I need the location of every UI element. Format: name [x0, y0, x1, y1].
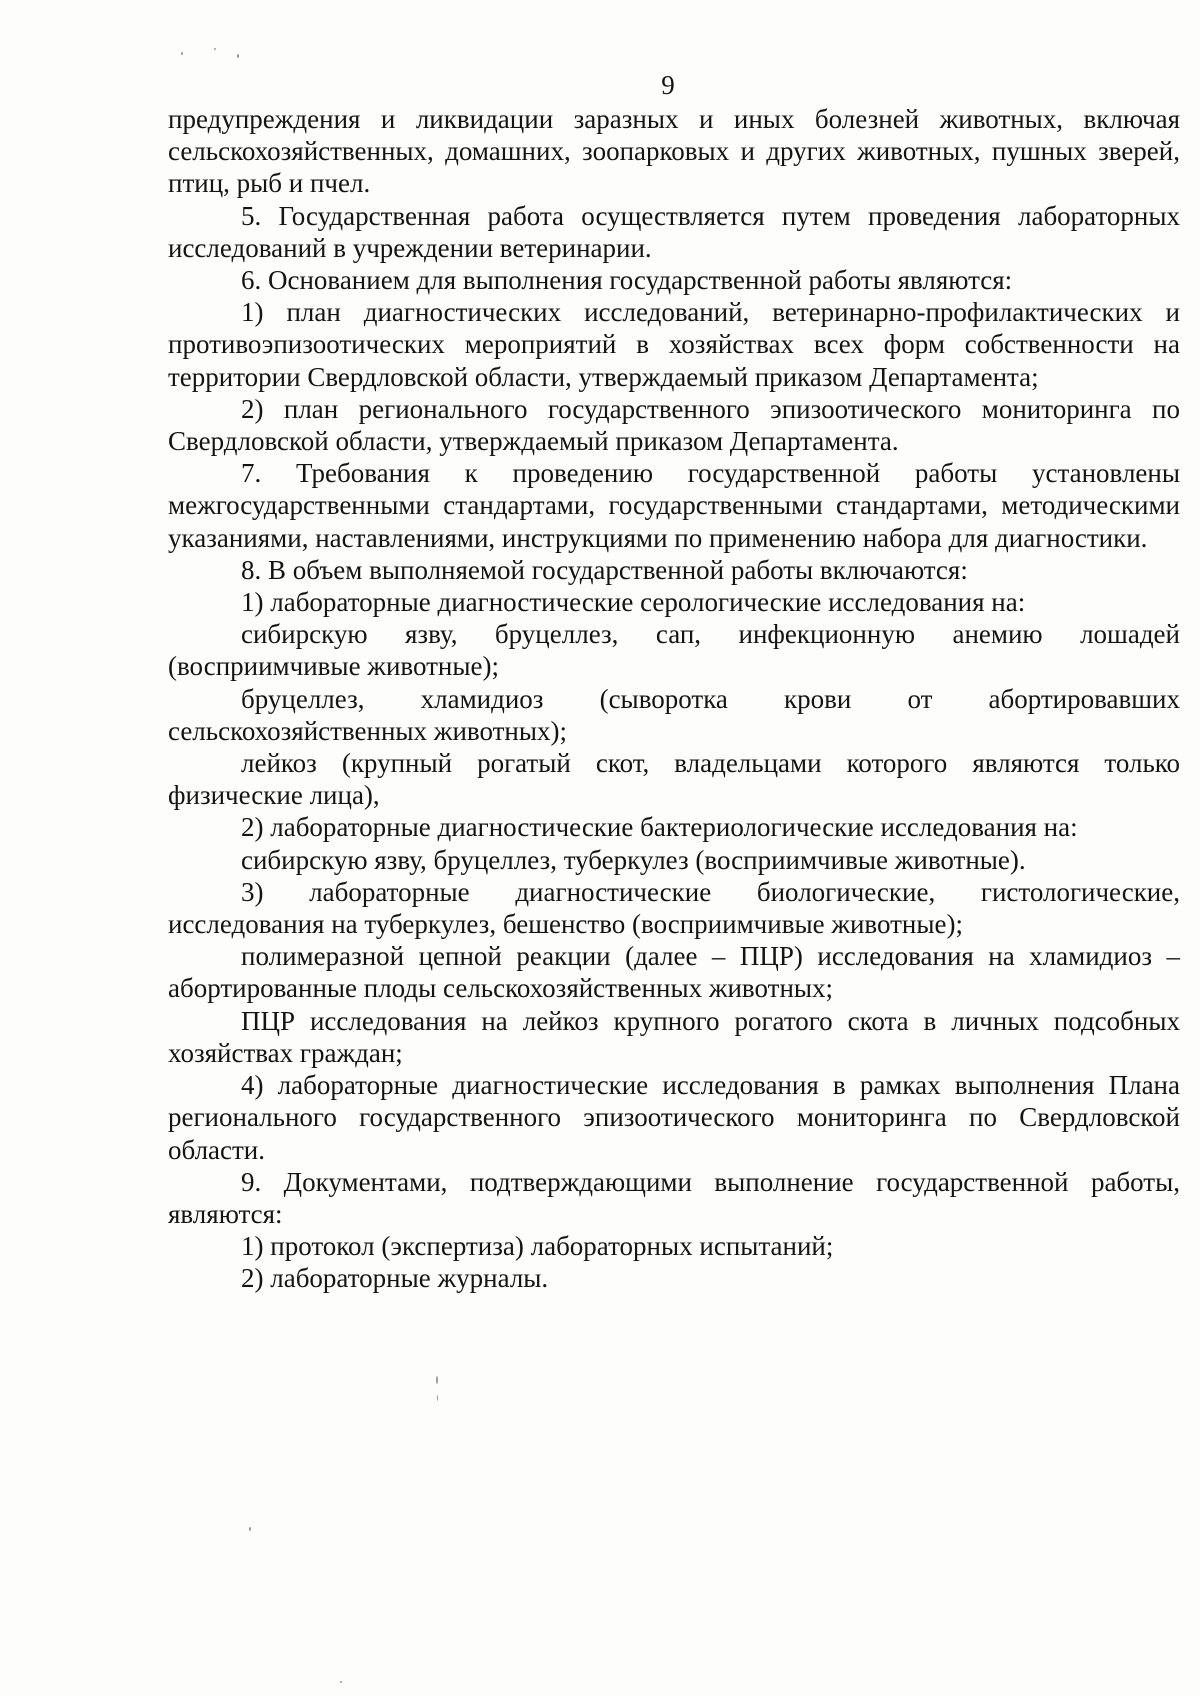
- paragraph-item-6-2: 2) план регионального государственного эпизоотического мониторинга по Свердловской области, утверждаемый приказом Департамента.: [168, 393, 1180, 457]
- scan-speck: [214, 48, 216, 50]
- paragraph-item-8-2: 2) лабораторные диагностические бактериологические исследования на:: [241, 812, 1078, 843]
- paragraph-item-7: 7. Требования к проведению государственной работы установлены межгосударственными стандартами, государственными стандартами, методическими указаниями, наставлениями, инструкциями по применению набора для диагностики.: [168, 458, 1180, 553]
- paragraph-item-6-1: 1) план диагностических исследований, ветеринарно-профилактических и противоэпизоотических мероприятий в хозяйствах всех форм собственности на территории Свердловской области, утверждаемый приказом Департамента;: [168, 297, 1180, 392]
- paragraph-item-9-1: 1) протокол (экспертиза) лабораторных испытаний;: [241, 1231, 834, 1262]
- scan-speck: [181, 52, 183, 55]
- paragraph-intro-continuation: предупреждения и ликвидации заразных и иных болезней животных, включая сельскохозяйственных, домашних, зоопарковых и других животных, пушных зверей, птиц, рыб и пчел.: [168, 104, 1180, 199]
- paragraph-item-8-1-b: бруцеллез, хламидиоз (сыворотка крови от абортировавших сельскохозяйственных животных);: [168, 683, 1180, 746]
- paragraph-item-9: 9. Документами, подтверждающими выполнение государственной работы, являются:: [168, 1166, 1180, 1229]
- paragraph-item-8-3-a: полимеразной цепной реакции (далее – ПЦР) исследования на хламидиоз – абортированные плоды сельскохозяйственных животных;: [168, 941, 1180, 1004]
- scan-speck: [437, 1395, 438, 1401]
- paragraph-item-8-2-a: сибирскую язву, бруцеллез, туберкулез (восприимчивые животные).: [241, 844, 1026, 875]
- paragraph-item-8-3: 3) лабораторные диагностические биологические, гистологические, исследования на туберкулез, бешенство (восприимчивые животные);: [168, 876, 1180, 940]
- paragraph-item-6: 6. Основанием для выполнения государственной работы являются:: [241, 265, 1013, 296]
- scan-speck: [237, 54, 239, 58]
- document-body: [168, 103, 1180, 1295]
- paragraph-item-8-1-c: лейкоз (крупный рогатый скот, владельцами которого являются только физические лица),: [168, 748, 1180, 811]
- page-number: 9: [661, 70, 675, 100]
- paragraph-item-8-3-b: ПЦР исследования на лейкоз крупного рогатого скота в личных подсобных хозяйствах граждан;: [168, 1005, 1180, 1068]
- paragraph-item-8-1: 1) лабораторные диагностические серологические исследования на:: [241, 587, 1026, 618]
- paragraph-item-8-1-a: сибирскую язву, бруцеллез, сап, инфекционную анемию лошадей (восприимчивые животные);: [168, 619, 1180, 682]
- scan-speck: [249, 1527, 251, 1531]
- paragraph-item-9-2: 2) лабораторные журналы.: [241, 1263, 549, 1294]
- paragraph-item-5: 5. Государственная работа осуществляется путем проведения лабораторных исследований в учреждении ветеринарии.: [168, 200, 1180, 263]
- scan-speck: [436, 1376, 438, 1384]
- paragraph-item-8: 8. В объем выполняемой государственной работы включаются:: [241, 554, 968, 585]
- paragraph-item-8-4: 4) лабораторные диагностические исследования в рамках выполнения Плана регионального государственного эпизоотического мониторинга по Свердловской области.: [168, 1070, 1180, 1165]
- scan-speck: [340, 1681, 342, 1683]
